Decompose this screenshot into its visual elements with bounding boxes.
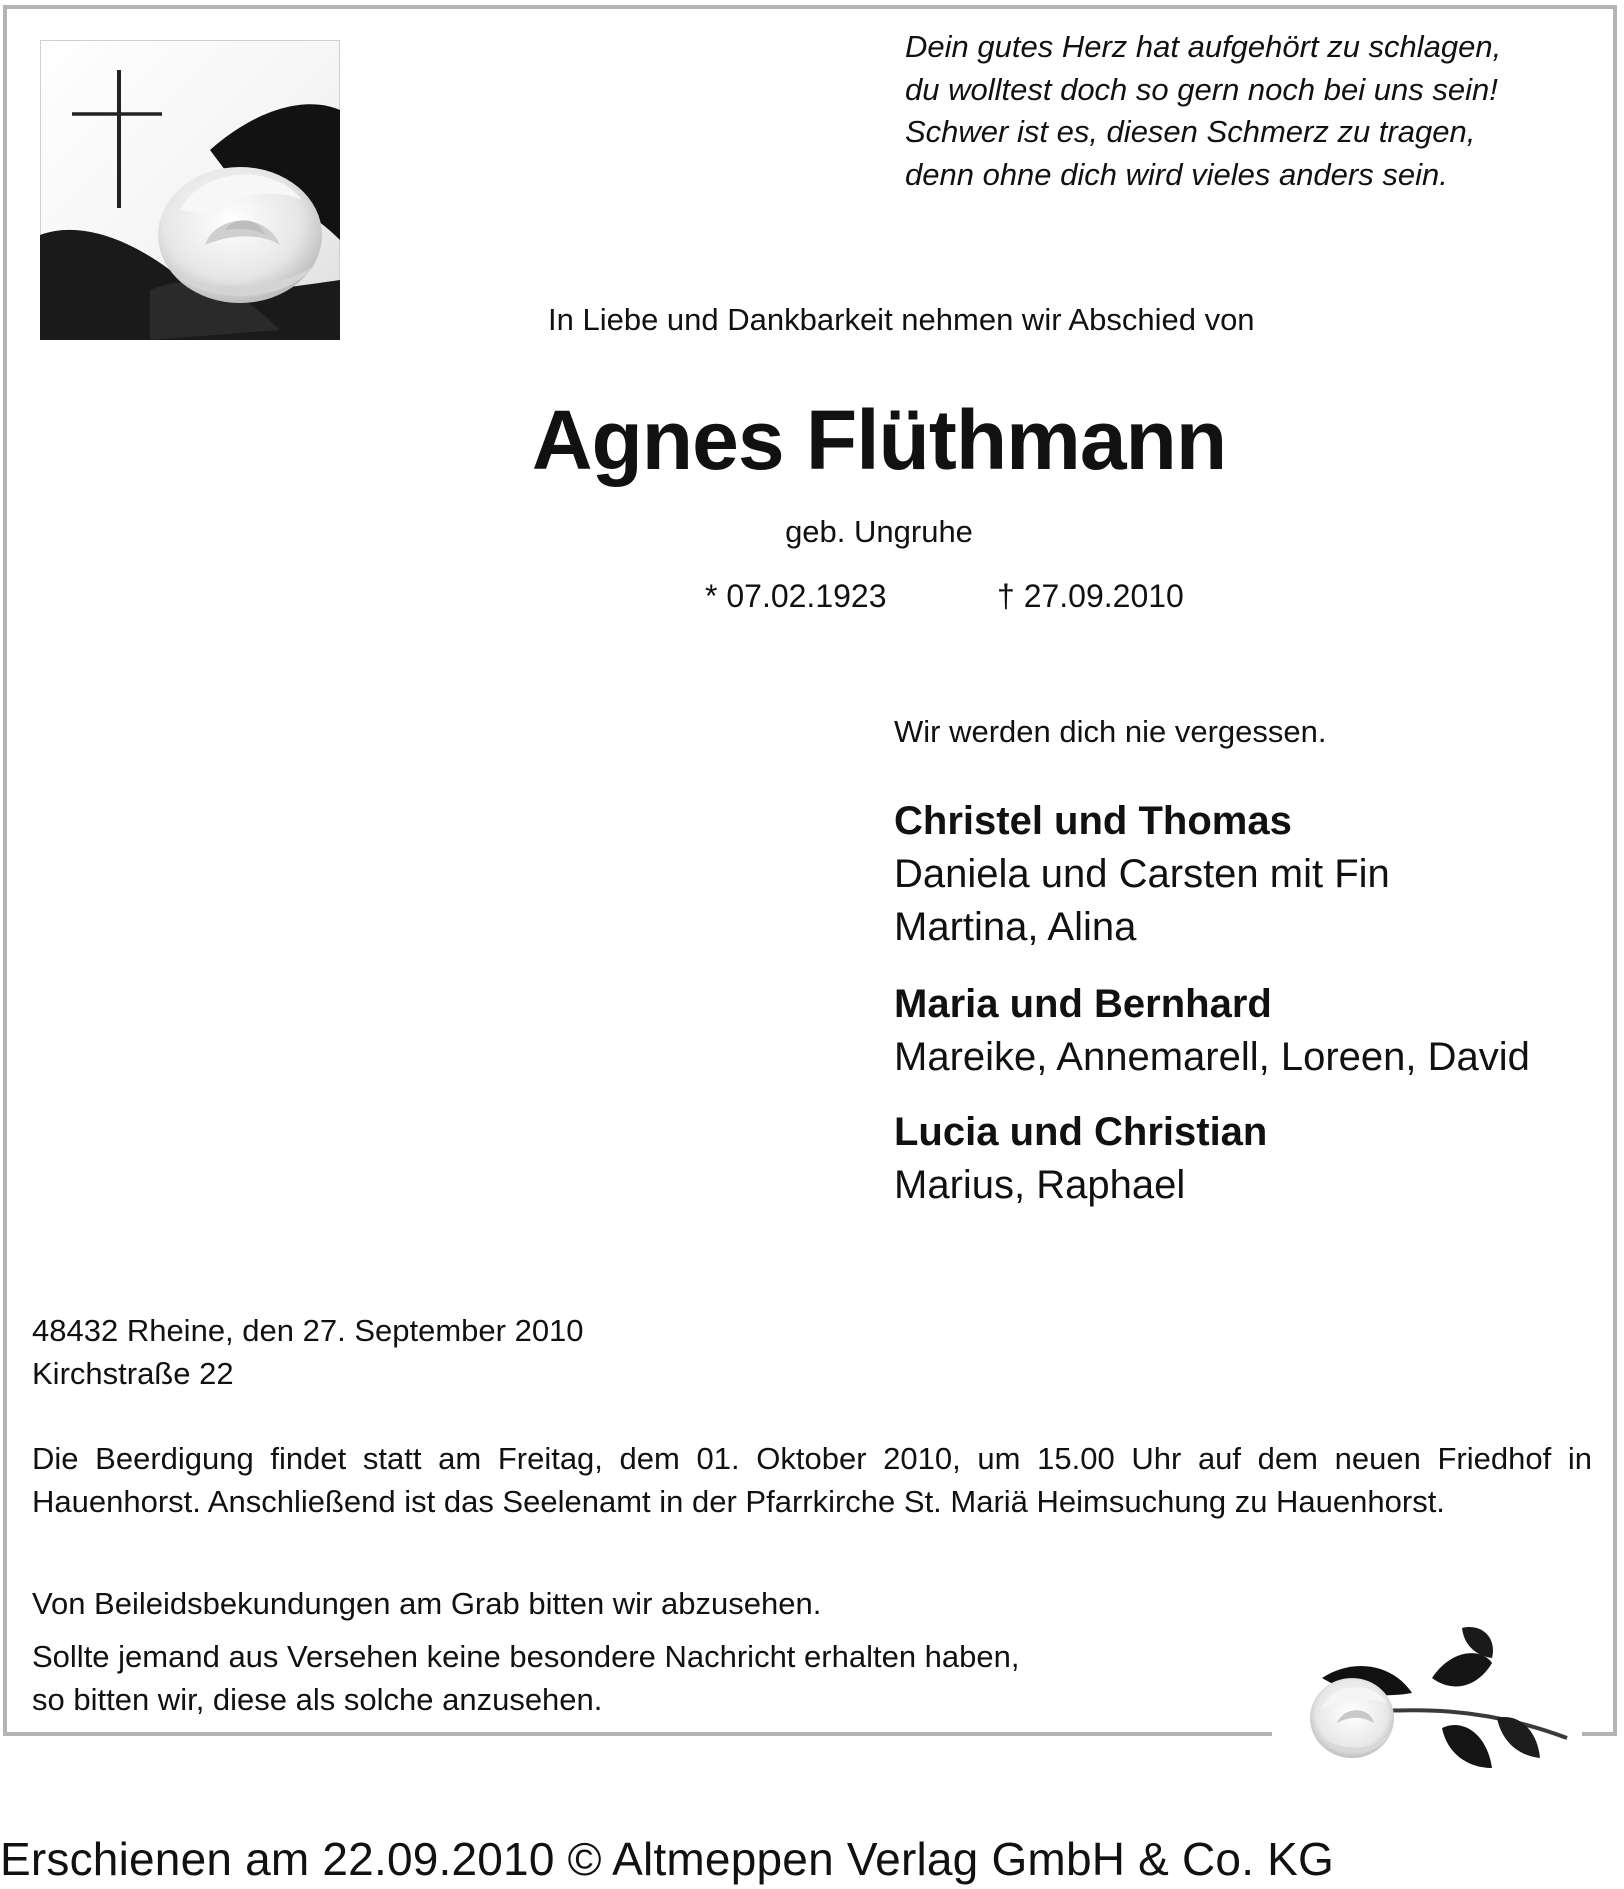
poem-line: denn ohne dich wird vieles anders sein. — [905, 156, 1448, 192]
family-group — [894, 1106, 1614, 1212]
notice-line: so bitten wir, diese als solche anzusehen. — [32, 1682, 603, 1717]
notice-line: Sollte jemand aus Versehen keine besondere Nachricht erhalten haben, — [32, 1639, 1020, 1674]
place-and-date — [32, 1309, 584, 1395]
intro-text: In Liebe und Dankbarkeit nehmen wir Abschied von — [548, 302, 1255, 337]
family-head: Christel und Thomas — [894, 799, 1292, 843]
poem-line: Schwer ist es, diesen Schmerz zu tragen, — [905, 114, 1476, 149]
family-members: Marius, Raphael — [894, 1163, 1186, 1207]
birth-date: * 07.02.1923 — [705, 578, 887, 614]
death-date: † 27.09.2010 — [997, 578, 1184, 614]
address-line: Kirchstraße 22 — [32, 1356, 234, 1391]
poem — [905, 26, 1605, 196]
family-head: Maria und Bernhard — [894, 982, 1272, 1026]
condolences-note: Von Beileidsbekundungen am Grab bitten wir abzusehen. — [32, 1586, 822, 1621]
deceased-name: Agnes Flüthmann — [531, 393, 1227, 487]
maiden-name: geb. Ungruhe — [785, 514, 973, 549]
funeral-info: Die Beerdigung findet statt am Freitag, dem 01. Oktober 2010, um 15.00 Uhr auf dem neuen Friedhof in Hauenhorst. Anschließend ist das Seelenamt in der Pfarrkirche St. Mariä Heimsuchung zu Hauenhorst. — [32, 1441, 1592, 1519]
motto: Wir werden dich nie vergessen. — [894, 714, 1327, 749]
family-members: Martina, Alina — [894, 905, 1137, 949]
poem-line: Dein gutes Herz hat aufgehört zu schlagen, — [905, 29, 1502, 64]
publication-footer: Erschienen am 22.09.2010 © Altmeppen Verlag GmbH & Co. KG — [0, 1833, 1335, 1885]
family-members: Mareike, Annemarell, Loreen, David — [894, 1035, 1530, 1079]
family-members: Daniela und Carsten mit Fin — [894, 852, 1390, 896]
place-date-line: 48432 Rheine, den 27. September 2010 — [32, 1313, 584, 1348]
rose-icon — [1282, 1618, 1582, 1788]
family-group — [894, 795, 1614, 954]
cross-rose-icon — [40, 40, 340, 340]
family-group — [894, 978, 1614, 1084]
poem-line: du wolltest doch so gern noch bei uns sein! — [905, 71, 1498, 107]
family-head: Lucia und Christian — [894, 1110, 1268, 1154]
